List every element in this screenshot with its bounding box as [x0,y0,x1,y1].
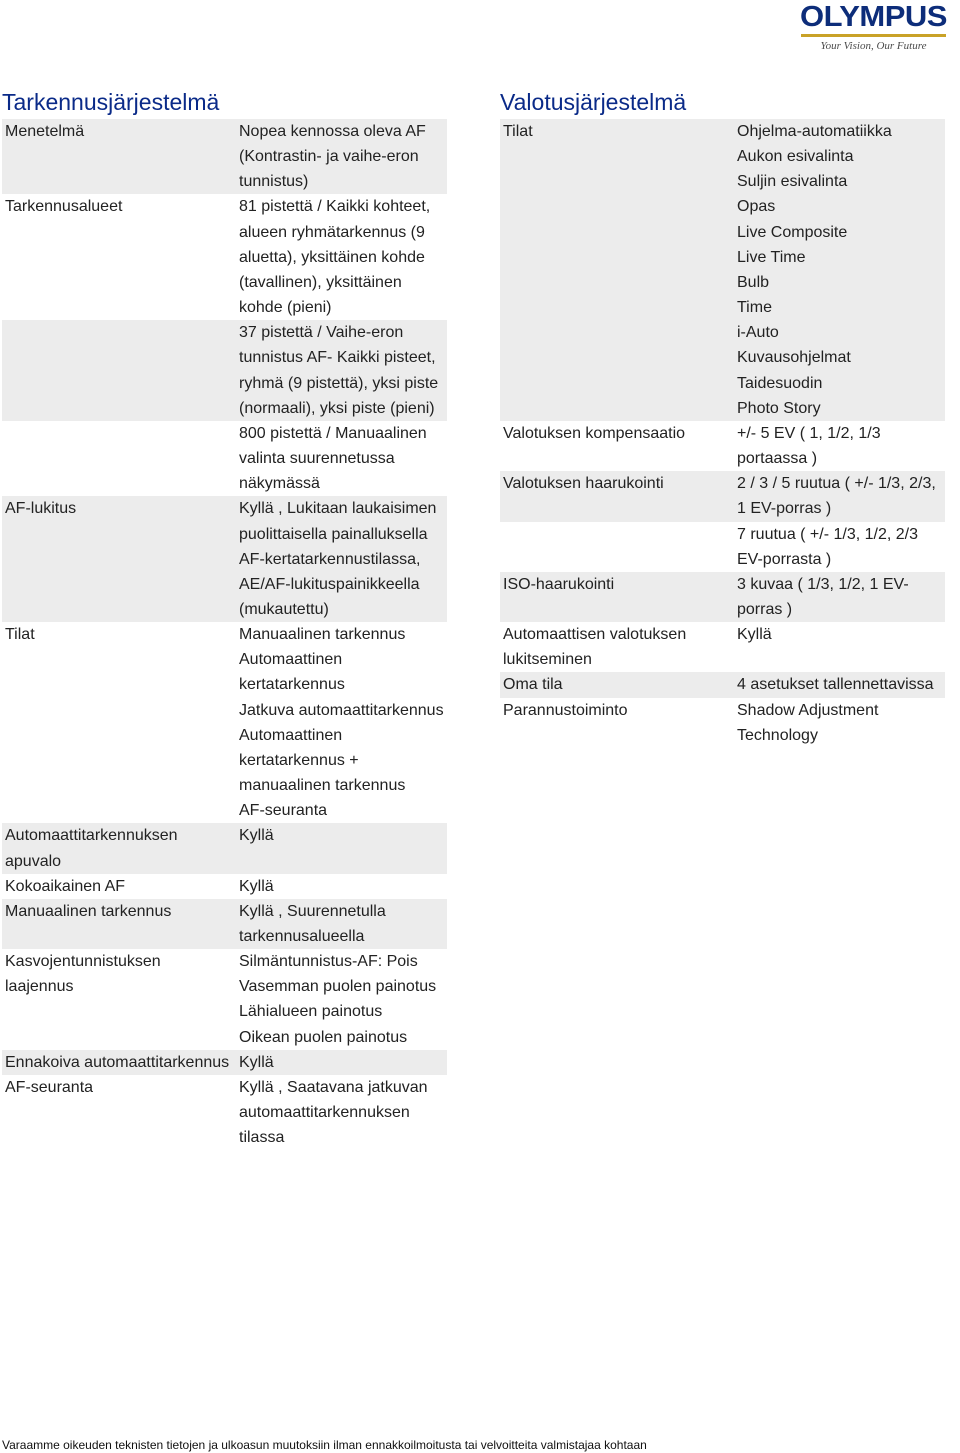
spec-label-line: lukitseminen [503,651,592,669]
spec-label [500,672,734,697]
spec-value-line: Ohjelma-automatiikka [737,123,892,140]
spec-label-line: Manuaalinen tarkennus [5,902,172,920]
spec-value [236,949,447,1050]
spec-value [734,622,945,672]
spec-value-line: Opas [737,198,776,216]
spec-value [734,572,945,622]
logo-tagline: Your Vision, Our Future [820,40,927,52]
spec-row [2,949,447,1050]
spec-label [2,320,236,421]
spec-label-line: Tilat [503,123,533,140]
spec-value-line: Kyllä [239,877,274,895]
spec-value-line: Manuaalinen tarkennus [239,626,406,644]
spec-row [500,698,945,748]
logo-underline [801,34,946,37]
spec-value-line: Kyllä [239,827,274,845]
spec-value [236,622,447,823]
spec-value [236,874,447,899]
spec-value-line: 800 pistettä / Manuaalinen [239,424,427,442]
spec-label-line [5,421,236,446]
spec-label [2,949,236,1050]
spec-label-line: apuvalo [5,852,62,870]
spec-row [500,672,945,697]
spec-row [2,421,447,496]
spec-value-line: Technology [737,726,818,744]
spec-label-line: Oma tila [503,676,563,694]
spec-label-line: Ennakoiva automaattitarkennus [5,1053,230,1071]
spec-value-line: 37 pistettä / Vaihe-eron [239,324,404,342]
spec-value-line: Live Time [737,248,806,266]
olympus-logo [791,0,956,52]
spec-row [2,320,447,421]
spec-value-line: Suljin esivalinta [737,173,848,191]
spec-value-line: Oikean puolen painotus [239,1028,408,1046]
spec-value [236,1050,447,1075]
exposure-spec-table [500,119,945,748]
spec-value-line: kertatarkennus + [239,751,359,769]
spec-value [734,471,945,521]
spec-row [500,622,945,672]
spec-value-line: i-Auto [737,324,779,342]
spec-value-line: 7 ruutua ( +/- 1/3, 1/2, 2/3 [737,525,918,543]
spec-value-line: ryhmä (9 pistettä), yksi piste [239,374,439,392]
spec-label-line [503,522,734,547]
spec-label-line: Valotuksen kompensaatio [503,424,686,442]
spec-value-line: (Kontrastin- ja vaihe-eron [239,148,419,166]
spec-value [236,320,447,421]
spec-label [2,622,236,823]
spec-value-line: (normaali), yksi piste (pieni) [239,399,435,417]
spec-row [500,421,945,471]
spec-value-line: porras ) [737,600,793,618]
spec-row [2,823,447,873]
spec-value-line: 81 pistettä / Kaikki kohteet, [239,198,431,216]
spec-label-line: Tarkennusalueet [5,198,123,216]
spec-value-line: Automaattinen [239,651,343,669]
spec-value-line: aluetta), yksittäinen kohde [239,248,425,266]
spec-row [500,522,945,572]
spec-label [2,899,236,949]
spec-value-line: Live Composite [737,223,848,241]
spec-value-line: portaassa ) [737,450,818,468]
spec-value-line: Lähialueen painotus [239,1003,383,1021]
spec-label-line [5,320,236,345]
spec-value-line: Kyllä [239,1053,274,1071]
spec-row [2,899,447,949]
spec-label-line: laajennus [5,978,74,996]
spec-label [500,572,734,622]
spec-label [500,471,734,521]
spec-label [2,421,236,496]
footer-disclaimer: Varaamme oikeuden teknisten tietojen ja ulkoasun muutoksiin ilman ennakkoilmoitusta tai velvoitteita valmistajaa kohtaan [2,1438,647,1452]
spec-row [500,119,945,421]
spec-value [734,672,945,697]
spec-value-line: näkymässä [239,475,320,493]
spec-value-line: Kyllä , Lukitaan laukaisimen [239,500,437,518]
spec-label [2,823,236,873]
focus-spec-table [2,119,447,1150]
spec-value [734,698,945,748]
spec-value-line: EV-porrasta ) [737,550,832,568]
spec-label [500,622,734,672]
spec-value-line: 1 EV-porras ) [737,500,832,518]
section-title-focus: Tarkennusjärjestelmä [2,89,220,115]
spec-value-line: Kyllä [737,626,772,644]
spec-label-line: AF-seuranta [5,1078,94,1096]
spec-value-line: 4 asetukset tallennettavissa [737,676,934,694]
spec-label [500,522,734,572]
spec-value-line: Kyllä , Suurennetulla [239,902,386,920]
spec-row [2,1050,447,1075]
spec-value-line: Kuvausohjelmat [737,349,851,367]
spec-value-line: Bulb [737,273,770,291]
spec-label [2,1050,236,1075]
spec-row [2,874,447,899]
spec-value-line: 3 kuvaa ( 1/3, 1/2, 1 EV- [737,575,909,593]
spec-label-line: Valotuksen haarukointi [503,475,664,493]
spec-label [2,496,236,622]
spec-value-line: AE/AF-lukituspainikkeella [239,575,420,593]
spec-row [2,119,447,194]
spec-label-line: Kasvojentunnistuksen [5,953,161,971]
spec-label [2,874,236,899]
spec-label-line: Automaattitarkennuksen [5,827,178,845]
spec-value-line: Shadow Adjustment [737,701,879,719]
spec-row [2,194,447,320]
spec-label [500,421,734,471]
spec-value-line: Photo Story [737,399,821,417]
spec-value-line: Jatkuva automaattitarkennus [239,701,444,719]
spec-value [236,119,447,194]
spec-value-line: alueen ryhmätarkennus (9 [239,223,425,241]
spec-value-line: Aukon esivalinta [737,148,854,166]
spec-value-line: Taidesuodin [737,374,823,392]
spec-value [734,421,945,471]
spec-label-line: Menetelmä [5,123,85,140]
spec-value-line: tilassa [239,1129,285,1147]
logo-wordmark: OLYMPUS [800,0,947,33]
spec-label-line: AF-lukitus [5,500,77,518]
spec-label-line: Tilat [5,626,35,644]
spec-value-line: Silmäntunnistus-AF: Pois [239,953,418,971]
spec-label [500,119,734,421]
section-title-exposure: Valotusjärjestelmä [500,89,687,115]
spec-label-line: Kokoaikainen AF [5,877,126,895]
spec-value-line: tunnistus) [239,173,309,191]
spec-value [236,823,447,873]
spec-label-line: ISO-haarukointi [503,575,615,593]
spec-row [2,622,447,823]
spec-value [236,1075,447,1150]
spec-value [236,194,447,320]
spec-row [2,1075,447,1150]
spec-label-line: Automaattisen valotuksen [503,626,687,644]
spec-value-line: kohde (pieni) [239,299,332,317]
spec-value [734,119,945,421]
spec-label [2,194,236,320]
spec-value-line: manuaalinen tarkennus [239,777,406,795]
spec-value-line: tunnistus AF- Kaikki pisteet, [239,349,436,367]
spec-value-line: (mukautettu) [239,600,329,618]
spec-value-line: Vasemman puolen painotus [239,978,437,996]
spec-value-line: puolittaisella painalluksella [239,525,428,543]
spec-label-line: Parannustoiminto [503,701,628,719]
spec-row [2,496,447,622]
spec-value-line: Time [737,299,772,317]
spec-label [500,698,734,748]
spec-row [500,572,945,622]
spec-value [236,899,447,949]
spec-value-line: valinta suurennetussa [239,450,395,468]
spec-value [236,496,447,622]
spec-label [2,119,236,194]
spec-value-line: 2 / 3 / 5 ruutua ( +/- 1/3, 2/3, [737,475,936,493]
spec-row [500,471,945,521]
spec-value [734,522,945,572]
spec-label [2,1075,236,1150]
spec-value-line: (tavallinen), yksittäinen [239,273,402,291]
spec-value [236,421,447,496]
spec-value-line: +/- 5 EV ( 1, 1/2, 1/3 [737,424,881,442]
spec-value-line: AF-kertatarkennustilassa, [239,550,421,568]
spec-value-line: kertatarkennus [239,676,345,694]
spec-value-line: tarkennusalueella [239,928,365,945]
spec-value-line: Kyllä , Saatavana jatkuvan [239,1078,428,1096]
spec-value-line: AF-seuranta [239,802,328,820]
spec-value-line: Nopea kennossa oleva AF [239,123,426,140]
spec-value-line: Automaattinen [239,726,343,744]
spec-value-line: automaattitarkennuksen [239,1104,410,1122]
